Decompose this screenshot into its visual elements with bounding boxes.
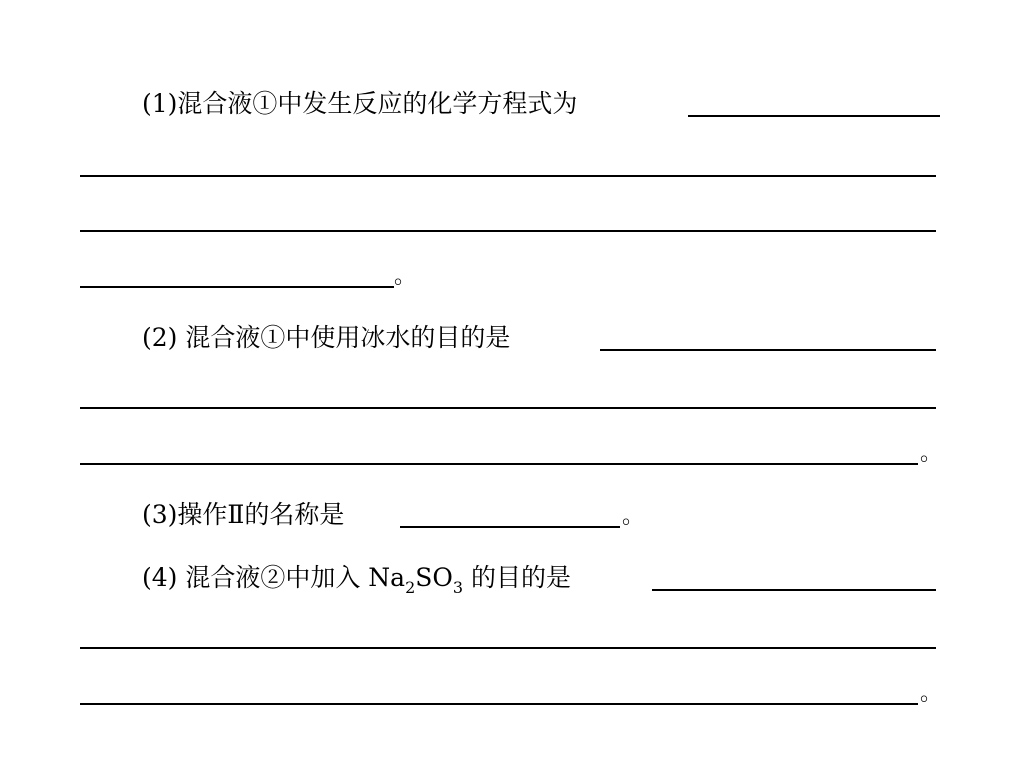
question-2-line-2 <box>0 378 1024 418</box>
question-1-prompt: (1)混合液①中发生反应的化学方程式为 <box>142 89 578 118</box>
question-4-line-3 <box>0 674 1024 714</box>
question-1-line-3 <box>0 201 1024 241</box>
answer-blank[interactable] <box>80 407 936 409</box>
question-1-line-2 <box>0 146 1024 186</box>
question-4-prompt <box>142 562 571 597</box>
answer-blank[interactable] <box>80 175 936 177</box>
question-4-prompt-end: 的目的是 <box>463 563 572 592</box>
question-1-period: 。 <box>394 264 417 289</box>
question-3-prompt: (3)操作Ⅱ的名称是 <box>142 500 345 529</box>
answer-blank[interactable] <box>400 526 620 528</box>
answer-blank[interactable] <box>80 286 394 288</box>
subscript-3: 3 <box>452 578 464 597</box>
question-4-prompt-start: (4) 混合液②中加入 Na <box>142 563 406 592</box>
question-4-prompt-so: SO <box>415 563 453 592</box>
answer-blank[interactable] <box>80 463 918 465</box>
answer-blank[interactable] <box>688 115 940 117</box>
question-4-line-1 <box>0 560 1024 600</box>
answer-blank[interactable] <box>600 349 936 351</box>
question-1-line-1 <box>0 86 1024 126</box>
question-2-line-1 <box>0 320 1024 360</box>
question-4-line-2 <box>0 618 1024 658</box>
question-2-period: 。 <box>920 441 943 466</box>
question-4-period: 。 <box>920 681 943 706</box>
question-3-period: 。 <box>622 504 645 529</box>
question-2-prompt: (2) 混合液①中使用冰水的目的是 <box>142 323 511 352</box>
question-2-line-3 <box>0 434 1024 474</box>
question-3-line-1 <box>0 497 1024 537</box>
answer-blank[interactable] <box>80 647 936 649</box>
answer-blank[interactable] <box>80 703 918 705</box>
question-1-line-4 <box>0 257 1024 297</box>
answer-blank[interactable] <box>80 230 936 232</box>
answer-blank[interactable] <box>652 589 936 591</box>
subscript-2: 2 <box>405 578 416 597</box>
